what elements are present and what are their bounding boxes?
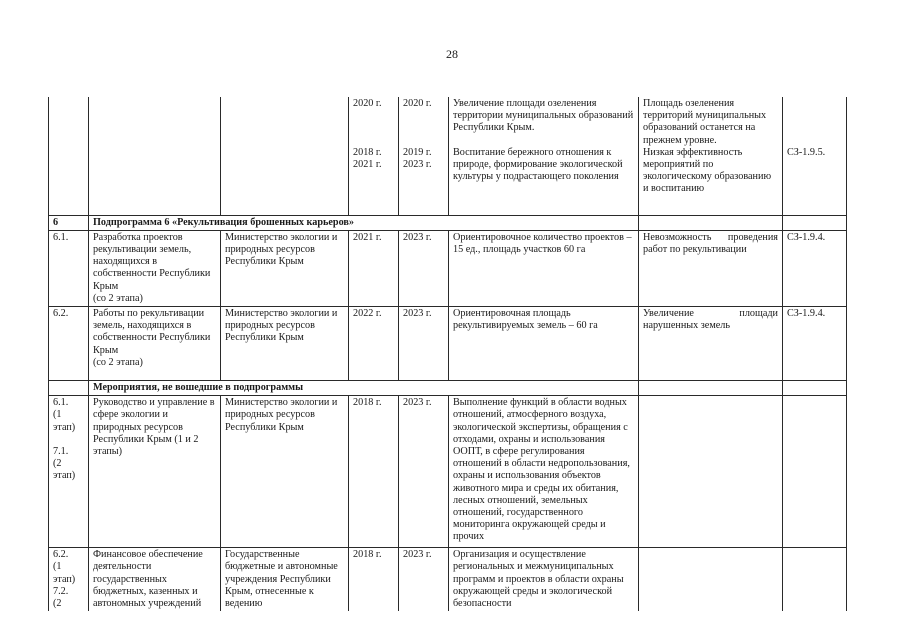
cell-consequences <box>639 396 783 548</box>
cell-end-year: 2023 г. <box>399 548 449 612</box>
cell-code: СЗ-1.9.4. <box>783 230 847 306</box>
section-number <box>49 380 89 395</box>
cell-measure <box>89 97 221 215</box>
cell-number: 6.2. <box>49 306 89 380</box>
cell-number: 6.1. <box>49 230 89 306</box>
cell-expected-result: Организация и осуществление региональных и межмуниципальных программ и проектов в области охраны окружающей среды и экологической безопасности <box>449 548 639 612</box>
table-row <box>49 230 847 306</box>
cell-expected-result: Ориентировочная площадь рекультивируемых земель – 60 га <box>449 306 639 380</box>
table-row <box>49 548 847 612</box>
cell-expected-result: Выполнение функций в области водных отношений, атмосферного воздуха, экологической экспертизы, обращения с отходами, охраны и использования ООПТ, в сфере регулирования отношений в области недропользования, охраны и использования объектов животного мира и среды их обитания, лесных отношений, земельных отношений, государственного мониторинга окружающей среды и прочих <box>449 396 639 548</box>
cell-number: 6.1. (1 этап) 7.1. (2 этап) <box>49 396 89 548</box>
cell-code <box>783 396 847 548</box>
section-row <box>49 380 847 395</box>
section-title: Мероприятия, не вошедшие в подпрограммы <box>89 380 639 395</box>
cell-start-year: 2021 г. <box>349 230 399 306</box>
cell-measure: Работы по рекультивации земель, находящихся в собственности Республики Крым (со 2 этапа) <box>89 306 221 380</box>
cell-empty <box>639 380 783 395</box>
cell-measure: Руководство и управление в сфере экологии и природных ресурсов Республики Крым (1 и 2 этапы) <box>89 396 221 548</box>
cell-executor: Государственные бюджетные и автономные учреждения Республики Крым, отнесенные к ведению <box>221 548 349 612</box>
cell-expected-result: Увеличение площади озеленения территории муниципальных образований Республики Крым. Воспитание бережного отношения к природе, формирование экологической культуры у подрастающего поколения <box>449 97 639 215</box>
cell-end-year: 2023 г. <box>399 306 449 380</box>
cell-code: СЗ-1.9.5. <box>783 97 847 215</box>
section-number: 6 <box>49 215 89 230</box>
measures-table <box>48 97 847 611</box>
cell-consequences: Увеличение площади нарушенных земель <box>639 306 783 380</box>
cell-code: СЗ-1.9.4. <box>783 306 847 380</box>
cell-number: 6.2. (1 этап) 7.2. (2 <box>49 548 89 612</box>
cell-expected-result: Ориентировочное количество проектов – 15 ед., площадь участков 60 га <box>449 230 639 306</box>
page-number: 28 <box>446 47 458 61</box>
cell-start-year: 2018 г. <box>349 548 399 612</box>
table-row <box>49 97 847 215</box>
cell-empty <box>639 215 783 230</box>
cell-empty <box>783 380 847 395</box>
cell-executor: Министерство экологии и природных ресурсов Республики Крым <box>221 396 349 548</box>
cell-executor: Министерство экологии и природных ресурсов Республики Крым <box>221 230 349 306</box>
cell-empty <box>783 215 847 230</box>
cell-end-year: 2020 г. 2019 г. 2023 г. <box>399 97 449 215</box>
cell-measure: Финансовое обеспечение деятельности государственных бюджетных, казенных и автономных учреждений <box>89 548 221 612</box>
table-row <box>49 306 847 380</box>
cell-consequences: Невозможность проведения работ по рекультивации <box>639 230 783 306</box>
cell-code <box>783 548 847 612</box>
cell-executor: Министерство экологии и природных ресурсов Республики Крым <box>221 306 349 380</box>
section-row <box>49 215 847 230</box>
cell-start-year: 2022 г. <box>349 306 399 380</box>
cell-consequences <box>639 548 783 612</box>
section-title: Подпрограмма 6 «Рекультивация брошенных карьеров» <box>89 215 639 230</box>
cell-consequences: Площадь озеленения территорий муниципальных образований останется на прежнем уровне. Низкая эффективность мероприятий по экологическому образованию и воспитанию <box>639 97 783 215</box>
cell-start-year: 2020 г. 2018 г. 2021 г. <box>349 97 399 215</box>
cell-end-year: 2023 г. <box>399 230 449 306</box>
cell-number <box>49 97 89 215</box>
table-row <box>49 396 847 548</box>
cell-measure: Разработка проектов рекультивации земель, находящихся в собственности Республики Крым (со 2 этапа) <box>89 230 221 306</box>
cell-start-year: 2018 г. <box>349 396 399 548</box>
cell-end-year: 2023 г. <box>399 396 449 548</box>
cell-executor <box>221 97 349 215</box>
